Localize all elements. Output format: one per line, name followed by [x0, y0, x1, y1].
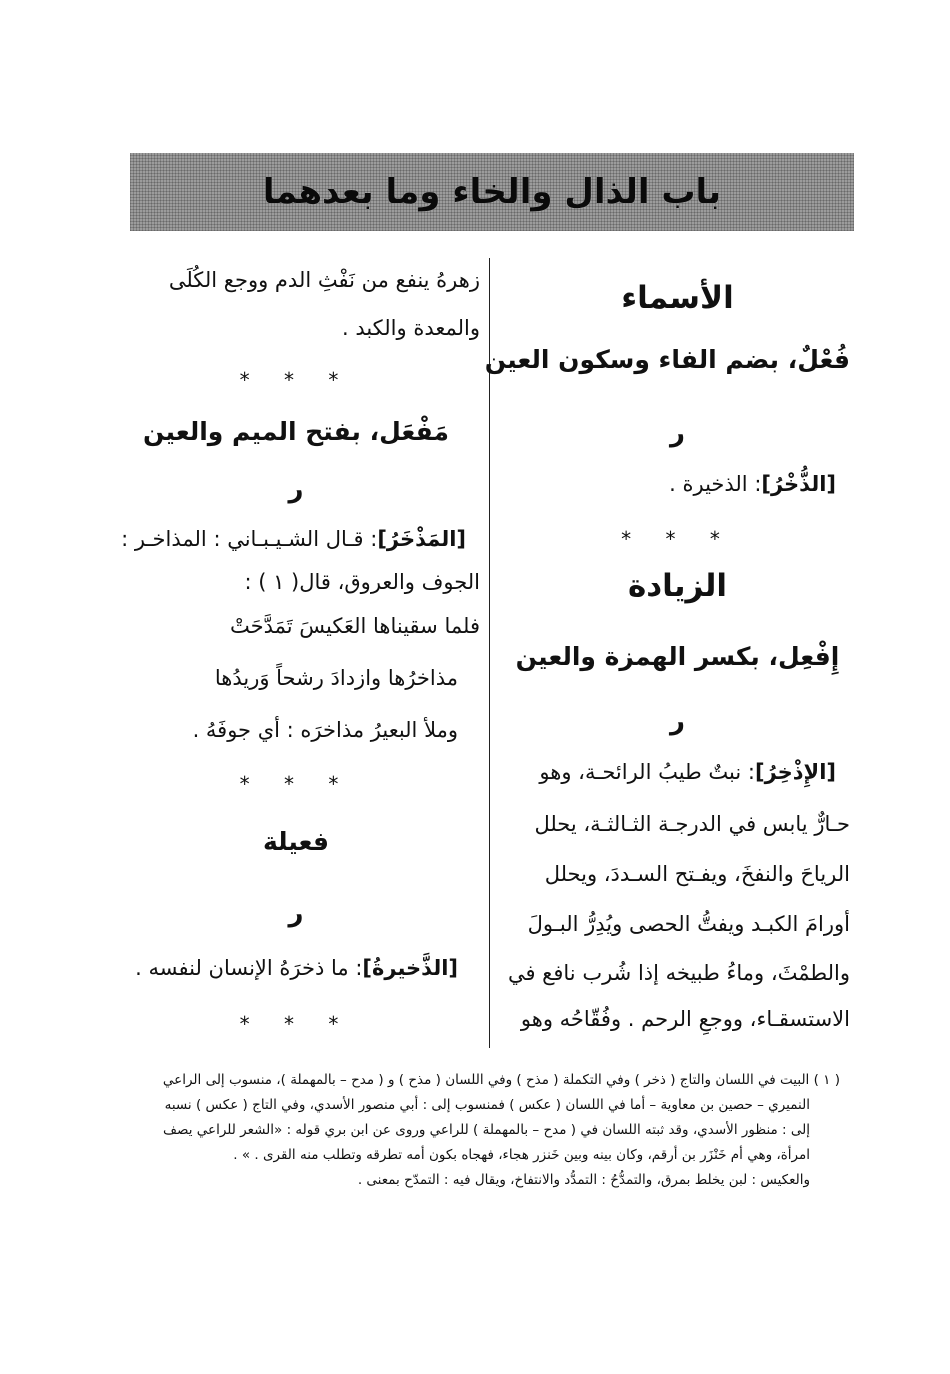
entry-definition: : قـال الشـيـبـاني : المذاخـر : [121, 527, 378, 551]
entry-line: والطمْثَ، وماءُ طبيخه إذا شُرب نافع في [507, 961, 850, 985]
root-letter: ر [288, 474, 304, 504]
pattern-heading-maf3al: مَفْعَل، بفتح الميم والعين [143, 417, 449, 446]
pattern-heading-if3il: إِفْعِل، بكسر الهمزة والعين [515, 642, 840, 671]
column-divider [489, 258, 490, 1048]
section-heading-ziyada: الزيادة [627, 568, 728, 604]
entry-line: والمعدة والكبد . [341, 316, 480, 340]
entry-definition: : الذخيرة . [669, 472, 762, 496]
separator-stars: * * * [239, 772, 353, 796]
headword: [الذُّخْرُ] [761, 472, 836, 496]
headword: [الذَّخيرةُ] [362, 956, 458, 980]
separator-stars: * * * [621, 527, 734, 551]
footnote-line: إلى : منظور الأسدي، وقد ثبته اللسان في ( مدح – بالمهملة ) للراعي وروى عن ابن بري قوله : «الشعر للراعي يصف [163, 1122, 810, 1138]
entry-line: حـارٌّ يابس في الدرجـة الثـالثـة، يحلل [534, 812, 850, 836]
root-letter: ر [288, 898, 304, 928]
verse-hemistich-1: فلما سقيناها العَكيسَ تَمَدَّحَتْ [229, 614, 480, 638]
entry-idhkhir-line [505, 760, 836, 784]
entry-definition: : ما ذخرَهُ الإنسان لنفسه . [135, 956, 363, 980]
entry-line: الاستسقـاء، ووجعِ الرحم . وفُقّاحُه وهو [520, 1007, 850, 1031]
root-letter: ر [670, 706, 685, 736]
chapter-banner [130, 153, 854, 231]
entry-dhukhr [505, 472, 836, 496]
entry-line: الرياحَ والنفخَ، ويفـتح السـددَ، ويحلل [544, 862, 850, 886]
entry-line: زهرهُ ينفع من نَفْثِ الدم ووجع الكُلَى [168, 268, 480, 292]
entry-line: الجوف والعروق، قال( ١ ) : [244, 570, 480, 594]
separator-stars: * * * [239, 368, 353, 392]
entry-definition: : نبتٌ طيبُ الرائحـة، وهو [539, 760, 755, 784]
entry-dhakhira [112, 956, 458, 980]
footnote-line: النميري – حصين بن معاوية – أما في اللسان ( عكس ) فمنسوب إلى : أبي منصور الأسدي، وفي التاج ( عكس ) نسبه [164, 1097, 810, 1113]
entry-line: أورامَ الكبـد ويفتُّ الحصى ويُدِرُّ البـولَ [527, 912, 850, 936]
footnote-line: امرأة، وهي أم خَنْزَر بن أرقم، وكان بينه وبين خَنزر هجاء، فهجاه بكون أمه تطرقه وتطلب منه القرى . » . [233, 1147, 810, 1163]
separator-stars: * * * [239, 1012, 353, 1036]
verse-hemistich-2: مذاخرُها وازدادَ رشحاً وَريدُها [214, 666, 458, 690]
chapter-title: باب الذال والخاء وما بعدهما [262, 172, 722, 212]
headword: [المَذْخَرُ] [377, 527, 466, 551]
entry-madhkhar-line [112, 527, 466, 551]
footnotes [120, 1068, 840, 1193]
pattern-heading-fa3ila: فعيلة [262, 827, 330, 856]
entry-line: وملأ البعيرُ مذاخرَه : أي جوفَهُ . [192, 718, 458, 742]
section-heading-asma: الأسماء [621, 280, 734, 316]
headword: [الإِذْخِرُ] [754, 760, 836, 784]
footnote-line: ( ١ ) البيت في اللسان والتاج ( ذخر ) وفي التكملة ( مذح ) وفي اللسان ( مذح ) و ( مدح – بالمهملة )، منسوب إلى الراعي [162, 1072, 840, 1088]
footnote-line: والعكيس : لبن يخلط بمرق، والتمدُّحُ : التمدُّد والانتفاخ، ويقال فيه : التمدّح بمعنى . [357, 1172, 810, 1188]
root-letter: ر [670, 418, 685, 448]
pattern-heading-fu3l: فُعْلٌ، بضم الفاء وسكون العين [484, 345, 850, 374]
